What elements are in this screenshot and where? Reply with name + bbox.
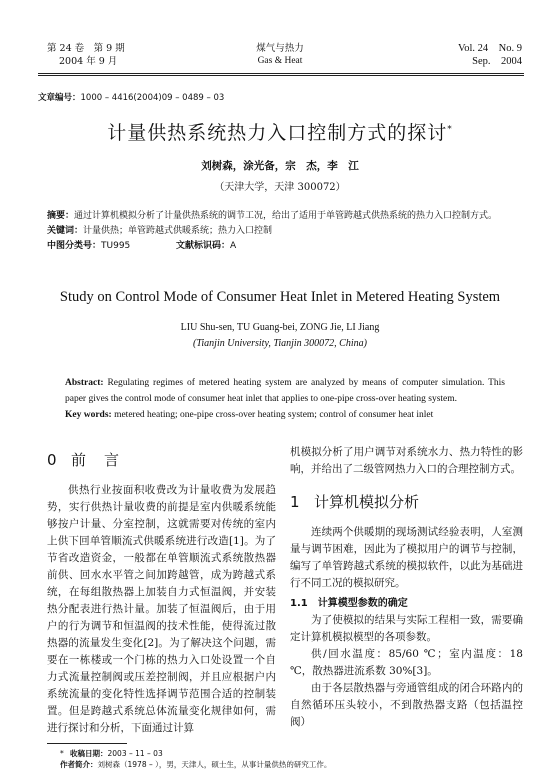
authors-en: LIU Shu-sen, TU Guang-bei, ZONG Jie, LI Jiang [180,322,380,333]
section-0-heading [47,450,276,470]
keywords-en-text: metered heating; one-pipe cross-over heating system; control of consumer heat inlet [114,410,434,420]
left-column [47,446,276,737]
publication-date: 2004 年 9 月 [59,56,118,67]
section-1-paragraph-2: 为了使模拟的结果与实际工程相一致，需要确定计算机模拟模型的各项参数。 [290,614,523,643]
affiliation-cn: （天津大学，天津 300072） [214,182,346,193]
bio-text: 刘树森（1978 – ），男，天津人，硕士生，从事计量供热的研究工作。 [97,760,332,769]
keywords-en-label: Key words: [65,410,112,420]
class-value: TU995 [101,241,131,251]
abstract-en-body [65,375,505,407]
subsection-1-1-title: 计算模型参数的确定 [317,598,408,609]
abstract-cn [47,209,522,254]
section-0-number: 0 [47,451,57,469]
header-rule-thin [38,75,524,76]
footnote-rule [47,743,127,744]
article-number-label: 文章编号： [38,93,81,103]
section-1-heading [290,492,523,512]
abstract-en-text: Regulating regimes of metered heating system are analyzed by means of computer simulation. This paper gives the control mode of consumer heat inlet that applies to one-pipe cross-over heating system. [65,378,506,404]
footnote-marker: * [60,749,64,758]
section-1-paragraph-3: 供/回水温度：85/60 ℃；室内温度：18 ℃，散热器进流系数 30%[3]。 [290,648,523,677]
footnote-received [60,748,331,759]
footnote [60,748,331,770]
abstract-cn-body [47,209,522,224]
section-0-continuation: 机模拟分析了用户调节对系统水力、热力特性的影响，并给出了二级管网热力入口的合理控制方式。 [290,446,523,475]
classification-cn [47,239,522,254]
paper-title-cn [0,118,560,145]
abstract-en-label: Abstract: [65,378,104,388]
right-column [290,444,523,731]
section-1-title: 计算机模拟分析 [314,493,420,511]
paper-title-en: Study on Control Mode of Consumer Heat Inlet in Metered Heating System [59,289,501,305]
article-number [38,91,224,103]
section-0-paragraph: 供热行业按面积收费改为计量收费为发展趋势，实行供热计量收费的前提是室内供暖系统能够按户计量、分室控制，这就需要对传统的室内上供下回单管顺流式供暖系统进行改造[1]。为了节省改造资金，一般都在单管顺流式系统散热器前供、回水水平管之间加跨越管，成为跨越式系统，在每组散热器上加装自力式恒温阀，并安装热分配表进行热计量。加装了恒温阀后，由于用户的行为调节和恒温阀的技术性能，使得流过散热器的流量发生变化[2]。为了解决这个问题，需要在一栋楼或一个门栋的热力入口处设置一个自力式流量控制阀或压差控制阀，并且应根据户内系统流量的变化特性选择调节范围合适的控制装置。但是跨越式系统总体流量变化规律如何，需进行探讨和分析，下面通过计算 [47,484,276,734]
article-number-value: 1000 – 4416(2004)09 – 0489 – 03 [80,93,225,103]
journal-name-en: Gas & Heat [257,56,303,66]
abstract-cn-text: 通过计算机模拟分析了计量供热系统的调节工况，给出了适用于单管跨越式供热系统的热力入口控制方式。 [74,211,498,221]
section-1-paragraph-4: 由于各层散热器与旁通管组成的闭合环路内的自然循环压头较小，不到散热器支路（包括温控阀） [290,682,523,728]
header-rule [38,73,524,74]
doc-code-label: 文献标识码： [176,241,231,251]
authors-cn: 刘树森，涂光备，宗 杰，李 江 [201,160,359,172]
keywords-cn [47,224,522,239]
publication-date-en: Sep. 2004 [472,56,522,67]
paper-title-cn-text: 计量供热系统热力入口控制方式的探讨 [107,122,448,144]
journal-volume-en [458,42,522,68]
subsection-1-1-heading [290,595,523,612]
keywords-cn-text: 计量供热；单管跨越式供暖系统；热力入口控制 [83,226,273,236]
bio-label: 作者简介： [60,760,98,769]
title-footnote-mark: * [447,124,453,135]
received-label: 收稿日期： [70,749,108,758]
keywords-en [65,407,505,423]
section-1-number: 1 [290,493,300,511]
affiliation-en: (Tianjin University, Tianjin 300072, China) [193,338,367,349]
volume-issue-line: 第 24 卷 第 9 期 [47,43,125,54]
subsection-1-1-number: 1.1 [290,598,308,609]
section-1-paragraph-1: 连续两个供暖期的现场测试经验表明，人室测量与调节困难，因此为了模拟用户的调节与控制，编写了单管跨越式系统的模拟软件，以此为基础进行不同工况的模拟研究。 [290,526,523,589]
doc-code-value: A [230,241,237,251]
class-label: 中图分类号： [47,241,102,251]
footnote-bio [60,759,331,770]
journal-name-cn: 煤气与热力 [256,43,304,54]
keywords-cn-label: 关键词： [47,226,84,236]
volume-issue-en: Vol. 24 No. 9 [458,43,522,54]
section-0-title: 前言 [71,451,138,469]
abstract-en [65,375,505,423]
abstract-cn-label: 摘要： [47,211,75,221]
received-date: 2003 – 11 – 03 [107,749,163,758]
